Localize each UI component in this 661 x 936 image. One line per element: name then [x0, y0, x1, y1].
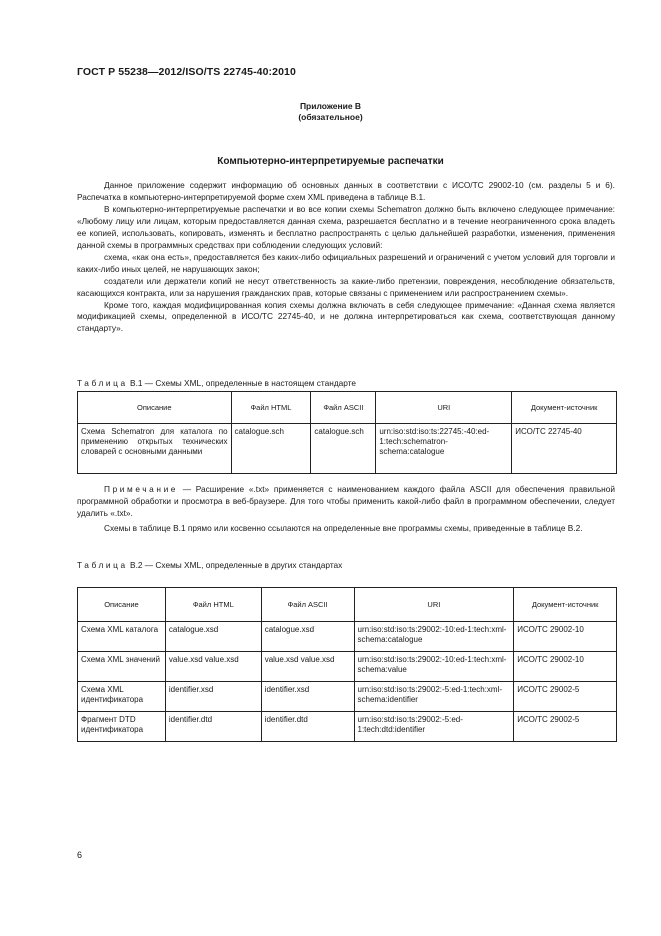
table1-header-cell: Описание — [78, 392, 232, 424]
table1-header-cell: URI — [376, 392, 512, 424]
table-cell: urn:iso:std:iso:ts:29002:-5:ed-1:tech:xml-schema:identifier — [354, 682, 514, 712]
table-cell: urn:iso:std:iso:ts:29002:-5:ed-1:tech:dtd:identifier — [354, 712, 514, 742]
table-cell: Схема XML каталога — [78, 622, 166, 652]
table-cell: ИСО/ТС 29002-10 — [514, 652, 617, 682]
note-text: — Расширение «.txt» применяется с наименованием каждого файла ASCII для обеспечения правильной программной обработки и просмотра в веб-браузере. Для того чтобы применить какой-либо файл в программном обеспечении, следует удалить «.txt». — [77, 484, 615, 518]
annex-status: (обязательное) — [298, 112, 363, 122]
table-cell: value.xsd value.xsd — [165, 652, 261, 682]
document-header: ГОСТ Р 55238—2012/ISO/TS 22745-40:2010 — [77, 66, 296, 78]
table-cell: ИСО/ТС 22745-40 — [512, 424, 617, 474]
paragraph: Схемы в таблице В.1 прямо или косвенно ссылаются на определенные вне программы схемы, приведенные в таблице В.2. — [104, 523, 583, 533]
intro-text — [77, 180, 615, 335]
table-cell: urn:iso:std:iso:ts:22745:-40:ed-1:tech:schematron-schema:catalogue — [376, 424, 512, 474]
table2-caption — [77, 560, 342, 570]
table-cell: catalogue.xsd — [261, 622, 354, 652]
table2-header-cell: Файл HTML — [165, 588, 261, 622]
table-row — [78, 622, 617, 652]
paragraph: схема, «как она есть», предоставляется без каких-либо официальных разрешений и ограничений с учетом условий для торговли и каких-либо иных целей, не нарушающих закон; — [77, 251, 615, 274]
reference-text — [77, 523, 615, 535]
table-cell: identifier.dtd — [165, 712, 261, 742]
table-row — [78, 652, 617, 682]
table1-header-cell: Файл HTML — [231, 392, 311, 424]
table1-header-cell: Документ-источник — [512, 392, 617, 424]
table2-caption-text: В.2 — Схемы XML, определенные в других стандартах — [130, 560, 343, 570]
paragraph: Кроме того, каждая модифицированная копия схемы должна включать в себя следующее примечание: «Данная схема является модификацией схемы, определенной в ИСО/ТС 22745-40, и не должна интерпретироваться как схема, соответствующая данному стандарту». — [77, 299, 615, 334]
annex-heading — [0, 101, 661, 123]
table-cell: identifier.xsd — [261, 682, 354, 712]
table-2 — [77, 587, 617, 742]
table-cell: identifier.xsd — [165, 682, 261, 712]
table2-caption-word: Таблица — [77, 560, 128, 570]
table1-header-row — [78, 392, 617, 424]
table-cell: Схема XML идентификатора — [78, 682, 166, 712]
table-cell: urn:iso:std:iso:ts:29002:-10:ed-1:tech:xml-schema:catalogue — [354, 622, 514, 652]
paragraph: Данное приложение содержит информацию об основных данных в соответствии с ИСО/ТС 29002-10 (см. разделы 5 и 6). Распечатка в компьютерно-интерпретируемой форме схем XML приведена в таблице В.1. — [77, 180, 615, 202]
annex-label: Приложение В — [299, 101, 362, 111]
section-title: Компьютерно-интерпретируемые распечатки — [217, 156, 444, 167]
table-cell: ИСО/ТС 29002-5 — [514, 682, 617, 712]
note — [77, 484, 615, 520]
page-number: 6 — [77, 850, 83, 860]
table1-caption — [77, 378, 356, 388]
table-row — [78, 424, 617, 474]
table-cell: catalogue.xsd — [165, 622, 261, 652]
table-cell: ИСО/ТС 29002-10 — [514, 622, 617, 652]
table2-header-cell: URI — [354, 588, 514, 622]
table-1 — [77, 391, 617, 474]
paragraph: В компьютерно-интерпретируемые распечатки и во все копии схемы Schematron должно быть включено следующее примечание: «Любому лицу или лицам, которым предоставляется данная схема, разрешается бесплатно и в течение неограниченного срока владеть ее копией, использовать, копировать, изменять и бесплатно распространять с целью дальнейшей разработки, изменения, применения данной схемы в программных средствах при соблюдении следующих условий: — [77, 203, 615, 250]
table-cell: urn:iso:std:iso:ts:29002:-10:ed-1:tech:xml-schema:value — [354, 652, 514, 682]
table2-header-cell: Файл ASCII — [261, 588, 354, 622]
table-cell: Схема XML значений — [78, 652, 166, 682]
table-cell: catalogue.sch — [231, 424, 311, 474]
paragraph: создатели или держатели копий не несут ответственность за какие-либо претензии, повреждения, несоблюдение обязательств, касающихся контракта, или за нарушения гражданских прав, которые связаны с применением или распространением схемы». — [77, 275, 615, 298]
table1-header-cell: Файл ASCII — [311, 392, 376, 424]
table-row — [78, 682, 617, 712]
table-cell: identifier.dtd — [261, 712, 354, 742]
note-paragraph — [77, 484, 615, 520]
table-row — [78, 712, 617, 742]
table1-caption-text: В.1 — Схемы XML, определенные в настоящем стандарте — [130, 378, 357, 388]
table-cell: Фрагмент DTD идентификатора — [78, 712, 166, 742]
table2-header-row — [78, 588, 617, 622]
table-cell: catalogue.sch — [311, 424, 376, 474]
table1-caption-word: Таблица — [77, 378, 128, 388]
note-label: Примечание — [104, 484, 179, 494]
table2-header-cell: Документ-источник — [514, 588, 617, 622]
table2-header-cell: Описание — [78, 588, 166, 622]
table-cell: Схема Schematron для каталога по применению открытых технических словарей с основными данными — [78, 424, 232, 474]
table-cell: value.xsd value.xsd — [261, 652, 354, 682]
table-cell: ИСО/ТС 29002-5 — [514, 712, 617, 742]
